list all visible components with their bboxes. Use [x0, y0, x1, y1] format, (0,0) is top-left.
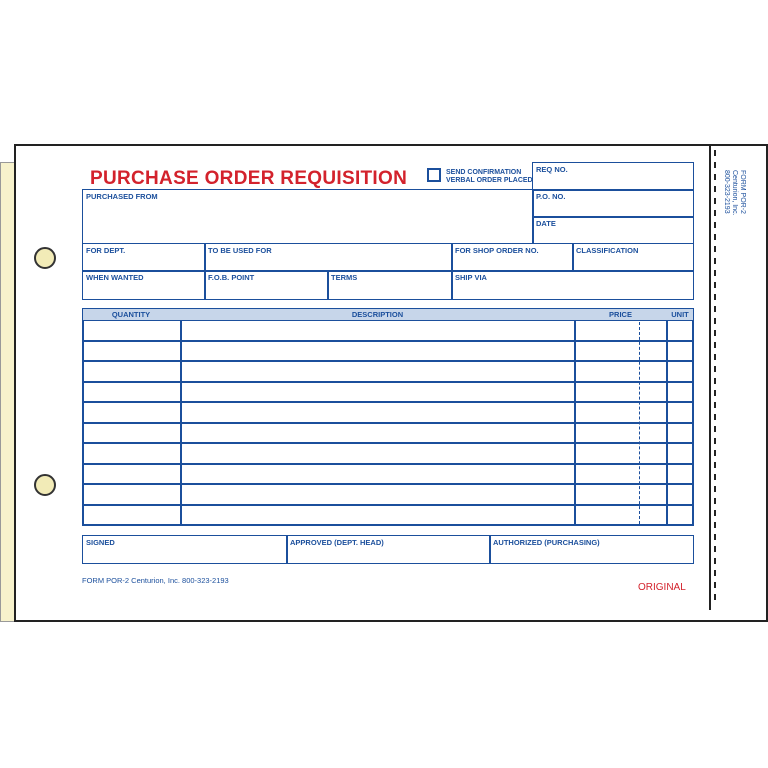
column-header-quantity: QUANTITY	[111, 310, 151, 319]
terms-field[interactable]: TERMS	[331, 273, 358, 282]
table-row	[82, 401, 694, 403]
fob-point-field[interactable]: F.O.B. POINT	[208, 273, 255, 282]
form-title: PURCHASE ORDER REQUISITION	[90, 168, 408, 189]
table-row	[82, 504, 694, 506]
rule	[451, 243, 453, 300]
rule	[204, 243, 206, 300]
rule	[532, 189, 694, 191]
send-confirmation-checkbox[interactable]	[427, 168, 441, 182]
authorized-field[interactable]: AUTHORIZED (PURCHASING)	[493, 538, 600, 547]
for-dept-field[interactable]: FOR DEPT.	[86, 246, 126, 255]
price-cents-divider	[639, 322, 640, 524]
ship-via-field[interactable]: SHIP VIA	[455, 273, 487, 282]
stub-line-2: Centurion, Inc.	[731, 170, 738, 216]
shop-order-no-field[interactable]: FOR SHOP ORDER NO.	[455, 246, 539, 255]
req-no-field[interactable]: REQ NO.	[536, 165, 568, 174]
copy-label: ORIGINAL	[638, 582, 686, 593]
perforation-line	[714, 150, 716, 605]
stub-line-1: FORM POR-2	[739, 170, 746, 214]
table-row	[82, 340, 694, 342]
to-be-used-for-field[interactable]: TO BE USED FOR	[208, 246, 272, 255]
table-row	[82, 524, 694, 526]
date-field[interactable]: DATE	[536, 219, 556, 228]
items-table[interactable]	[82, 320, 694, 526]
table-row	[82, 463, 694, 465]
table-row	[82, 442, 694, 444]
binder-hole-bottom	[34, 474, 56, 496]
stub-divider	[709, 144, 711, 610]
table-row	[82, 483, 694, 485]
table-row	[82, 422, 694, 424]
confirmation-line-2: VERBAL ORDER PLACED	[446, 177, 533, 184]
rule	[82, 270, 694, 272]
table-row	[82, 381, 694, 383]
table-row	[82, 360, 694, 362]
column-header-price: PRICE	[609, 310, 632, 319]
carbon-copy-sheet	[0, 162, 14, 622]
purchased-from-field[interactable]: PURCHASED FROM	[86, 192, 158, 201]
rule	[489, 535, 491, 564]
signature-box	[82, 535, 694, 564]
po-no-field[interactable]: P.O. NO.	[536, 192, 566, 201]
rule	[286, 535, 288, 564]
stub-line-3: 800-323-2193	[723, 170, 730, 214]
classification-field[interactable]: CLASSIFICATION	[576, 246, 639, 255]
form-footer: FORM POR-2 Centurion, Inc. 800-323-2193	[82, 576, 229, 585]
binder-hole-top	[34, 247, 56, 269]
confirmation-label	[446, 169, 533, 185]
confirmation-line-1: SEND CONFIRMATION	[446, 169, 522, 176]
stub-imprint	[722, 170, 746, 216]
rule	[327, 270, 329, 300]
reference-box	[532, 162, 694, 244]
rule	[532, 216, 694, 218]
rule	[572, 243, 574, 271]
signed-field[interactable]: SIGNED	[86, 538, 115, 547]
column-header-description: DESCRIPTION	[351, 310, 404, 319]
when-wanted-field[interactable]: WHEN WANTED	[86, 273, 144, 282]
column-header-unit: UNIT	[671, 310, 689, 319]
approved-field[interactable]: APPROVED (DEPT. HEAD)	[290, 538, 384, 547]
